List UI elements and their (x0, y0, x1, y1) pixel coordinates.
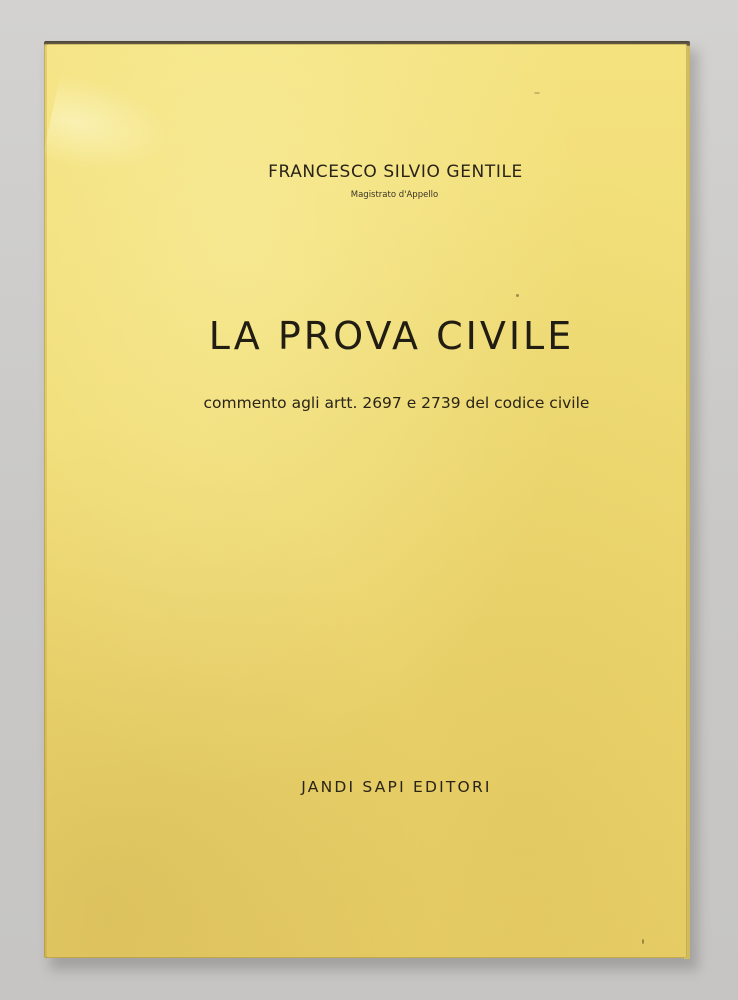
author-name: FRANCESCO SILVIO GENTILE (268, 162, 523, 182)
book-cover (44, 44, 687, 958)
cover-speck (516, 294, 519, 297)
book-subtitle: commento agli artt. 2697 e 2739 del codice civile (203, 394, 590, 412)
publisher-name: JANDI SAPI EDITORI (301, 778, 492, 796)
author-role: Magistrato d'Appello (350, 190, 439, 200)
book-title: LA PROVA CIVILE (208, 314, 575, 358)
cover-speck (534, 92, 540, 94)
cover-speck (642, 939, 644, 944)
